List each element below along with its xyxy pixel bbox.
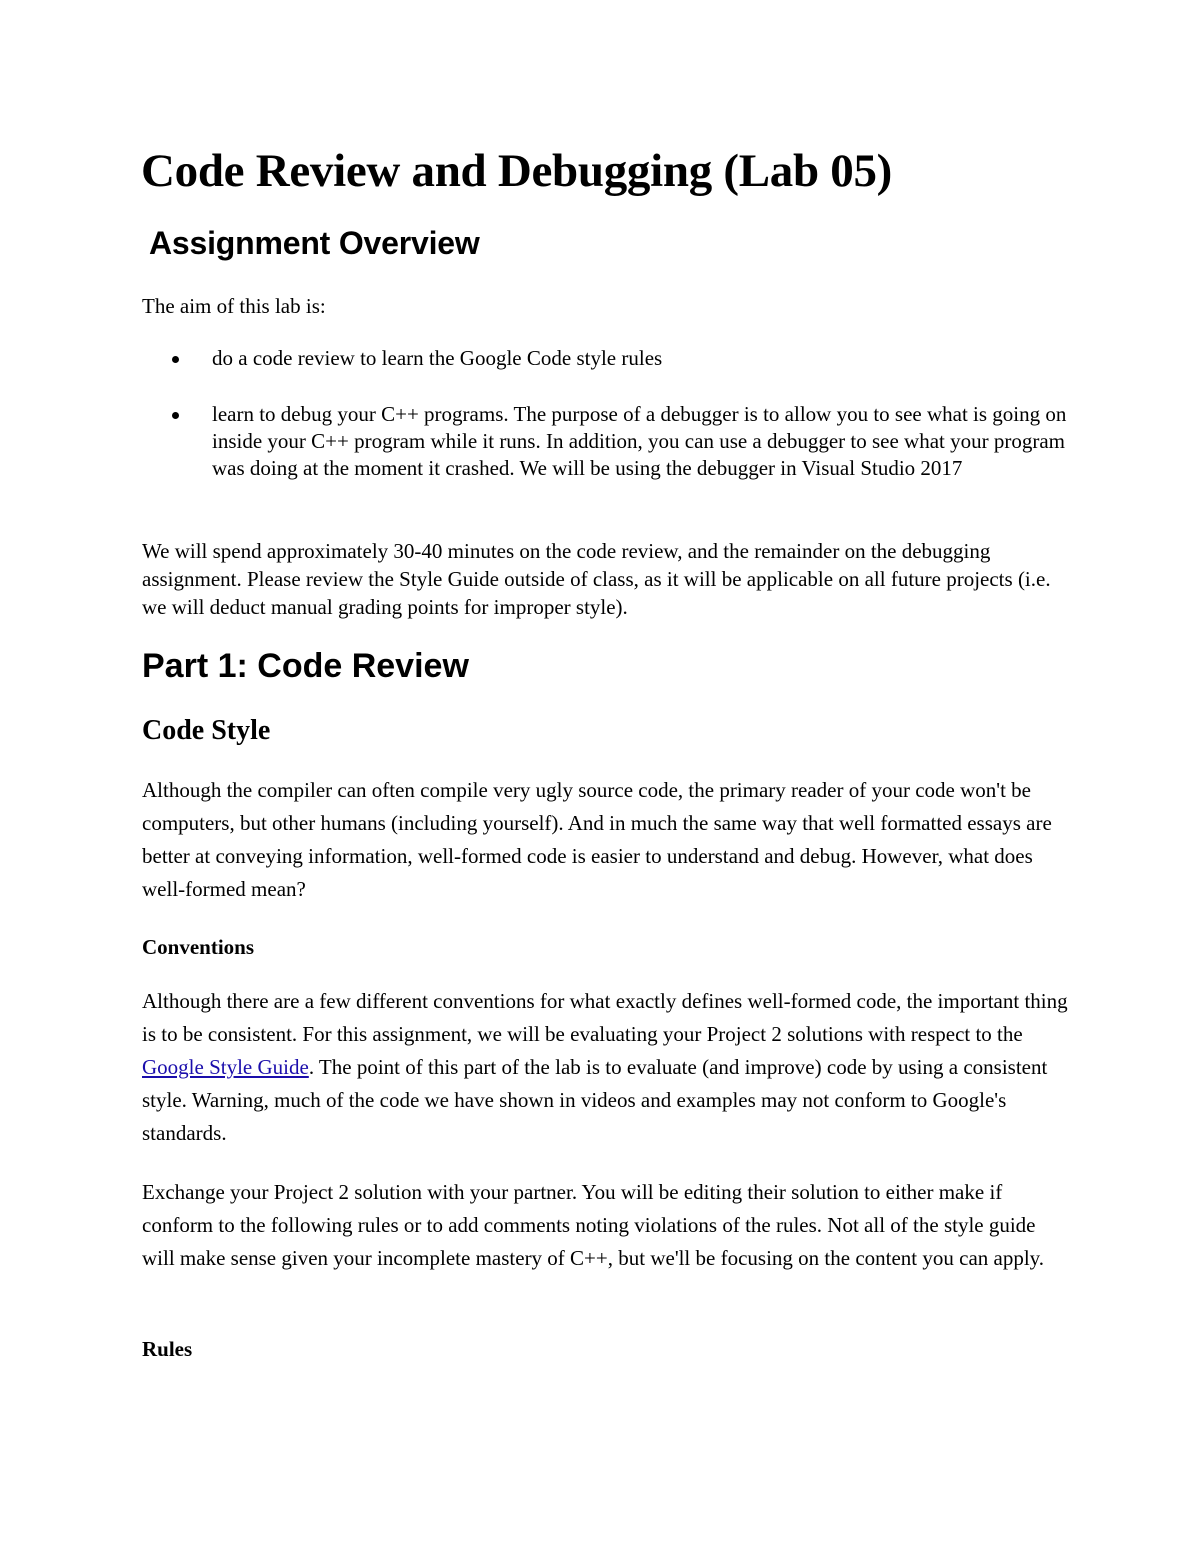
part1-heading: Part 1: Code Review: [142, 647, 469, 685]
document-title: Code Review and Debugging (Lab 05): [141, 145, 893, 197]
code-style-paragraph: Although the compiler can often compile very ugly source code, the primary reader of your code won't be computers, but other humans (including yourself). And in much the same way that well formatted essays are better at conveying information, well-formed code is easier to understand and debug. However, what does well-formed mean?: [142, 778, 1052, 901]
conventions-text-before-link: Although there are a few different conventions for what exactly defines well-formed code, the important thing is to be consistent. For this assignment, we will be evaluating your Project 2 solutions with respect to the: [142, 989, 1068, 1046]
list-item-text: learn to debug your C++ programs. The purpose of a debugger is to allow you to see what is going on inside your C++ program while it runs. In addition, you can use a debugger to see what your program was doing at the moment it crashed. We will be using the debugger in Visual Studio 2017: [212, 402, 1067, 480]
bullet-dot-icon: [172, 356, 179, 363]
list-item: [172, 345, 1072, 372]
list-item: [172, 401, 1072, 482]
list-item-text: do a code review to learn the Google Code style rules: [212, 346, 663, 370]
intro-text: The aim of this lab is:: [142, 294, 326, 318]
assignment-overview-heading: Assignment Overview: [149, 225, 480, 261]
conventions-text-after-link: . The point of this part of the lab is to evaluate (and improve) code by using a consistent style. Warning, much of the code we have shown in videos and examples may not conform to Google's standards.: [142, 1055, 1048, 1145]
aims-list: [172, 345, 1072, 482]
conventions-paragraph: [142, 985, 1072, 1150]
conventions-heading: Conventions: [142, 935, 255, 959]
exchange-paragraph: Exchange your Project 2 solution with your partner. You will be editing their solution to either make if conform to the following rules or to add comments noting violations of the rules. Not all of the style guide will make sense given your incomplete mastery of C++, but we'll be focusing on the content you can apply.: [142, 1180, 1045, 1270]
bullet-dot-icon: [172, 412, 179, 419]
rules-heading: Rules: [142, 1337, 193, 1361]
google-style-guide-link[interactable]: Google Style Guide: [142, 1055, 309, 1079]
code-style-heading: Code Style: [142, 715, 271, 746]
overview-paragraph: We will spend approximately 30-40 minutes on the code review, and the remainder on the debugging assignment. Please review the Style Guide outside of class, as it will be applicable on all future projects (i.e. we will deduct manual grading points for improper style).: [142, 539, 1051, 619]
